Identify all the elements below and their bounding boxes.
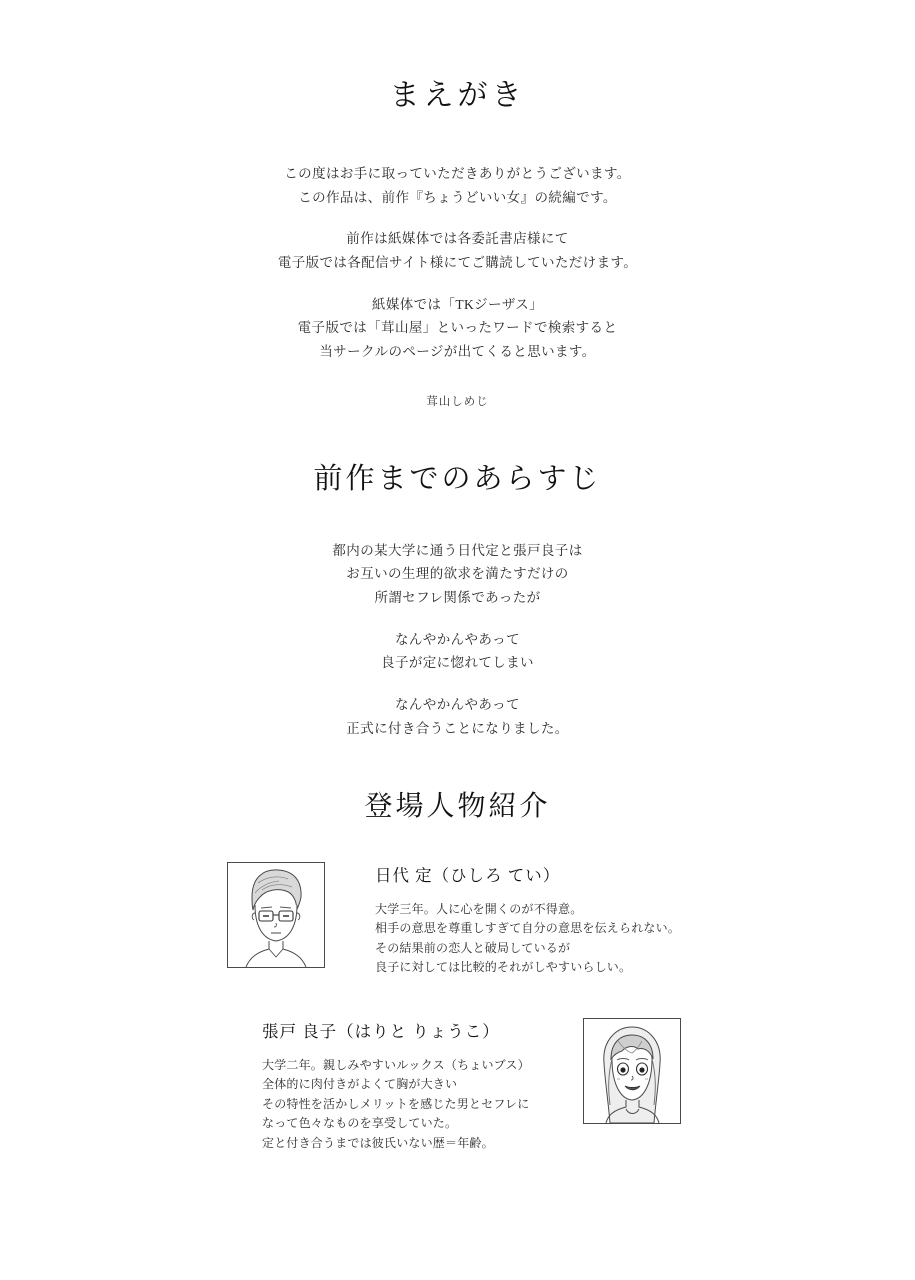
portrait-line-art xyxy=(584,1019,680,1123)
synopsis-line: なんやかんやあって xyxy=(395,696,520,712)
preface-body xyxy=(0,162,915,363)
preface-line: この度はお手に取っていただきありがとうございます。 xyxy=(284,166,631,181)
character-description-line: なって色々なものを享受していた。 xyxy=(262,1116,458,1131)
spacer xyxy=(0,675,915,693)
characters-section xyxy=(0,790,915,1150)
synopsis-line: お互いの生理的欲求を満たすだけの xyxy=(346,566,569,582)
preface-line: 紙媒体では「TKジーザス」 xyxy=(371,296,544,312)
synopsis-heading: 前作までのあらすじ xyxy=(313,463,602,495)
preface-line: この作品は、前作『ちょうどいい女』の続編です。 xyxy=(298,189,617,205)
preface-line: 当サークルのページが出てくると思います。 xyxy=(319,343,596,359)
synopsis-line: 正式に付き合うことになりました。 xyxy=(346,720,569,736)
character-description-line: その結果前の恋人と破局しているが xyxy=(375,940,571,955)
character-info xyxy=(262,1018,572,1153)
synopsis-line: 良子が定に惚れてしまい xyxy=(381,655,534,671)
character-description-line: 大学三年。人に心を開くのが不得意。 xyxy=(375,902,583,916)
synopsis-line: なんやかんやあって xyxy=(395,631,520,647)
preface-line: 電子版では各配信サイト様にてご購読していただけます。 xyxy=(277,254,638,270)
portrait-harito-ryoko xyxy=(583,1018,681,1124)
preface-section xyxy=(0,78,915,409)
synopsis-line: 所謂セフレ関係であったが xyxy=(374,590,541,606)
spacer xyxy=(0,209,915,227)
preface-heading: まえがき xyxy=(389,79,526,112)
character-name: 張戸 良子（はりと りょうこ） xyxy=(262,1022,500,1041)
synopsis-section xyxy=(0,462,915,740)
preface-line: 前作は紙媒体では各委託書店様にて xyxy=(346,231,569,247)
portrait-line-art xyxy=(228,863,324,967)
synopsis-line: 都内の某大学に通う日代定と張戸良子は xyxy=(332,542,583,558)
preface-line: 電子版では「茸山屋」といったワードで検索すると xyxy=(297,320,618,336)
character-description-line: 全体的に肉付きがよくて胸が大きい xyxy=(262,1077,458,1092)
character-description xyxy=(375,900,805,978)
portrait-hishiro-tei xyxy=(227,862,325,968)
character-info xyxy=(375,862,805,978)
synopsis-body xyxy=(0,539,915,740)
characters-heading: 登場人物紹介 xyxy=(364,791,551,822)
spacer xyxy=(0,275,915,293)
character-description-line: 定と付き合うまでは彼氏いない歴＝年齢。 xyxy=(262,1135,494,1150)
character-description-line: 大学二年。親しみやすいルックス（ちょいブス） xyxy=(262,1058,530,1072)
spacer xyxy=(0,610,915,628)
author-signature: 茸山しめじ xyxy=(426,396,489,409)
character-description-line: 相手の意思を尊重しすぎて自分の意思を伝えられない。 xyxy=(375,921,681,936)
character-description xyxy=(262,1056,572,1153)
character-description-line: その特性を活かしメリットを感じた男とセフレに xyxy=(262,1096,530,1111)
character-name: 日代 定（ひしろ てい） xyxy=(375,866,561,885)
character-description-line: 良子に対しては比較的それがしやすいらしい。 xyxy=(375,960,632,975)
